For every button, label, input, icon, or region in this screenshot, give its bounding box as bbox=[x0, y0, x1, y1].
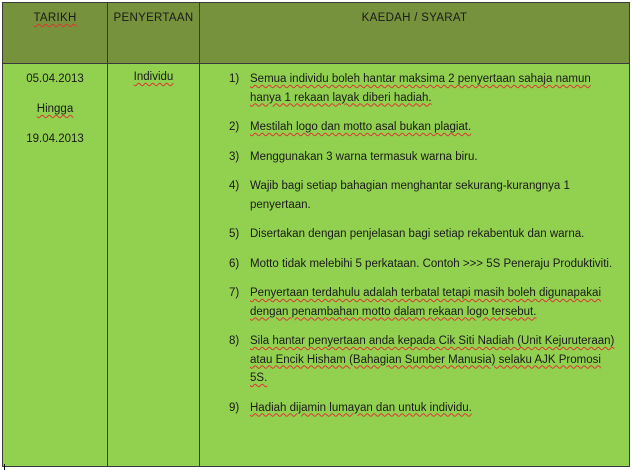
header-date bbox=[3, 3, 108, 64]
rule-text: Penyertaan terdahulu adalah terbatal tetapi masih boleh digunapakai dengan penambahan motto dalam rekaan logo tersebut. bbox=[250, 287, 602, 318]
list-item bbox=[200, 255, 621, 274]
rule-text: Sila hantar penyertaan anda kepada Cik Siti Nadiah (Unit Kejuruteraan) atau Encik Hisham (Bahagian Sumber Manusia) selaku AJK Promosi 5S. bbox=[250, 335, 615, 384]
text-cursor bbox=[4, 464, 5, 470]
list-item bbox=[200, 118, 621, 137]
header-entry: PENYERTAAN bbox=[108, 3, 200, 64]
rule-number: 7) bbox=[229, 287, 240, 299]
header-method: KAEDAH / SYARAT bbox=[200, 3, 630, 64]
date-separator-text: Hingga bbox=[36, 103, 74, 115]
rule-text: Motto tidak melebihi 5 perkataan. Contoh >>> 5S Peneraju Produktiviti. bbox=[250, 257, 613, 270]
entry-type: Individu bbox=[133, 71, 174, 83]
table-row bbox=[3, 64, 630, 467]
rule-number: 9) bbox=[229, 401, 240, 414]
list-item bbox=[200, 284, 621, 321]
table-header-row bbox=[3, 3, 630, 64]
rule-number: 4) bbox=[229, 180, 240, 192]
rule-number: 2) bbox=[229, 121, 240, 133]
rules-list bbox=[200, 70, 621, 417]
rule-number: 1) bbox=[229, 73, 240, 85]
date-separator bbox=[4, 101, 106, 117]
list-item bbox=[200, 177, 621, 214]
rule-text: Wajib bagi setiap bahagian menghantar sekurang-kurangnya 1 penyertaan. bbox=[250, 180, 570, 211]
rule-text: Hadiah dijamin lumayan dan untuk individu. bbox=[250, 401, 472, 414]
rule-text: Disertakan dengan penjelasan bagi setiap rekabentuk dan warna. bbox=[250, 228, 585, 240]
rule-text: Menggunakan 3 warna termasuk warna biru. bbox=[250, 150, 478, 163]
rule-text: Mestilah logo dan motto asal bukan plagiat. bbox=[250, 121, 472, 133]
rule-number: 6) bbox=[229, 257, 240, 270]
rules-cell bbox=[200, 64, 630, 467]
list-item bbox=[200, 332, 621, 388]
entry-type-cell bbox=[108, 64, 200, 467]
rule-number: 3) bbox=[229, 150, 240, 163]
rule-number: 5) bbox=[229, 228, 240, 240]
list-item bbox=[200, 225, 621, 244]
rule-number: 8) bbox=[229, 335, 240, 347]
list-item bbox=[200, 148, 621, 167]
date-start: 05.04.2013 bbox=[26, 73, 84, 85]
date-cell bbox=[3, 64, 108, 467]
rule-text: Semua individu boleh hantar maksima 2 penyertaan sahaja namun hanya 1 rekaan layak diberi hadiah. bbox=[250, 73, 591, 104]
header-date-label: TARIKH bbox=[33, 12, 77, 24]
list-item bbox=[200, 70, 621, 107]
list-item bbox=[200, 399, 621, 418]
competition-rules-table bbox=[2, 2, 630, 467]
date-end: 19.04.2013 bbox=[26, 133, 84, 145]
